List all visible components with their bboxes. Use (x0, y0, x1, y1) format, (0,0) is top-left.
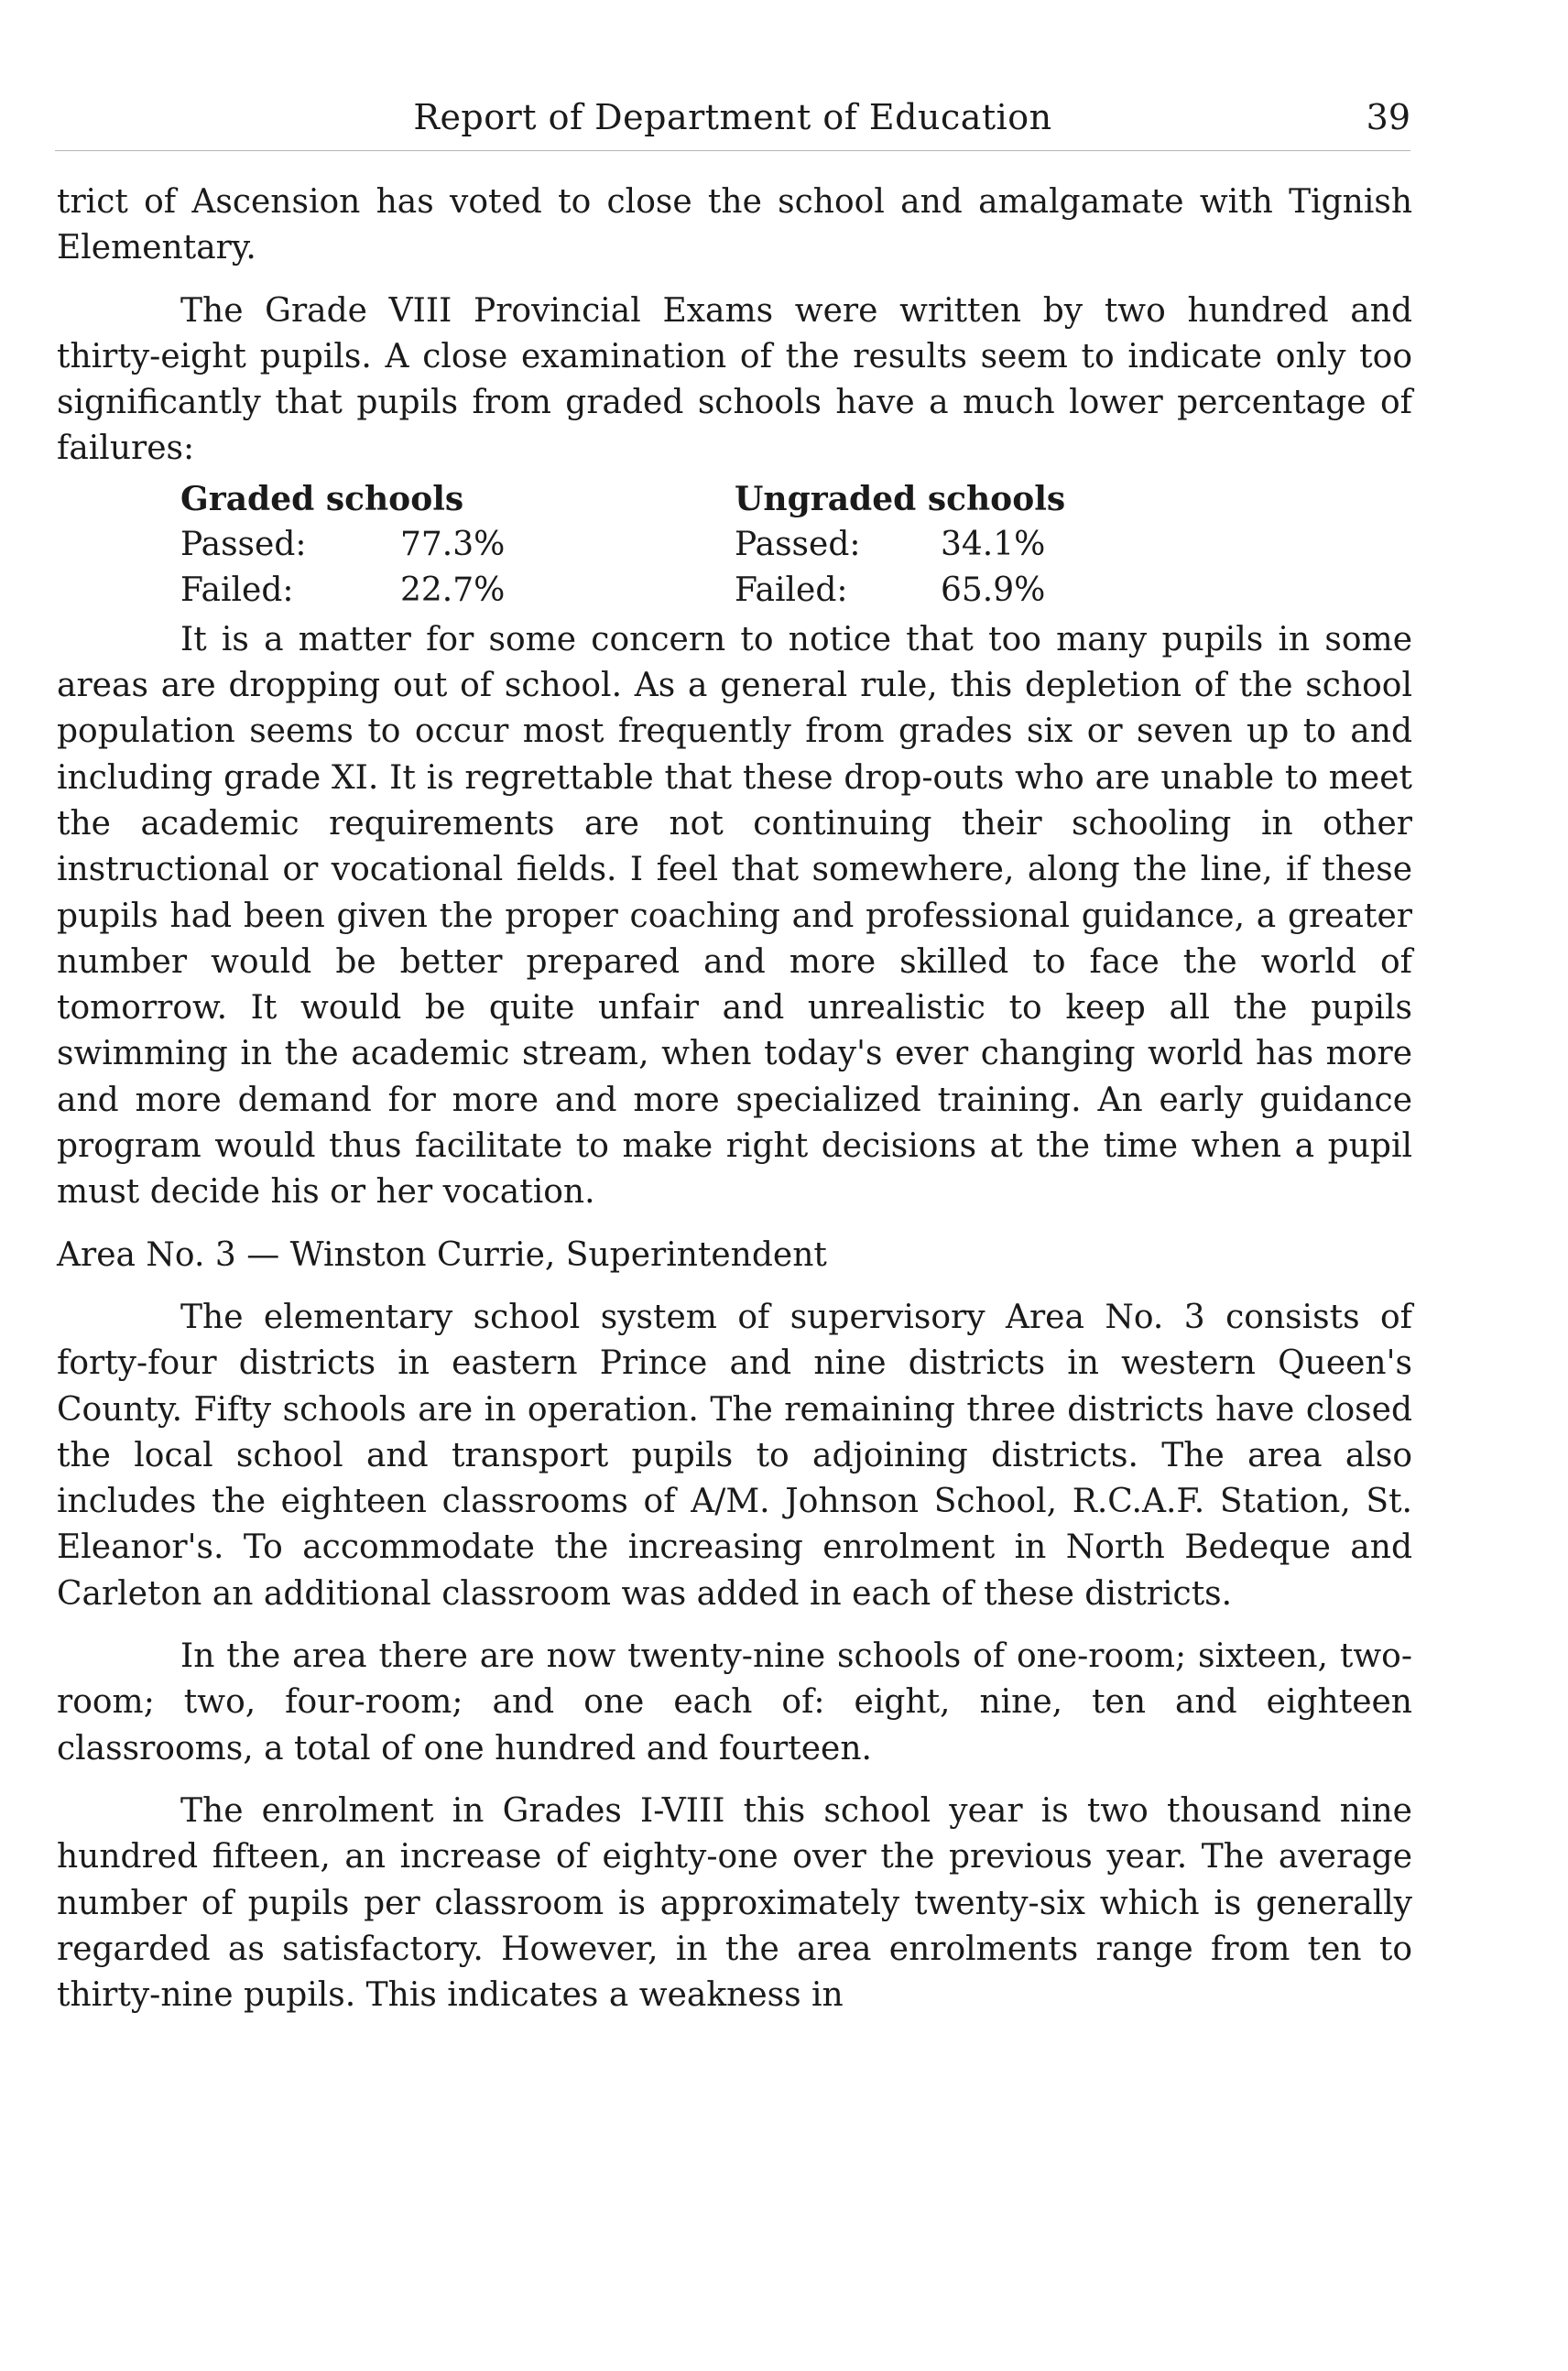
page-header (55, 92, 1410, 151)
graded-schools-heading: Graded schools (180, 479, 464, 518)
paragraph-enrolment: The enrolment in Grades I-VIII this school year is two thousand nine hundred fifteen, an increase of eighty-one over the previous year. The average number of pupils per classroom is approximately twenty-six which is generally regarded as satisfactory. However, in the area enrolments range from ten to thirty-nine pupils. This indicates a weakness in (57, 1791, 1412, 2015)
graded-failed-label: Failed: (180, 571, 294, 609)
graded-passed-value: 77.3% (400, 525, 506, 563)
ungraded-passed-label: Passed: (735, 525, 861, 563)
area-heading: Area No. 3 — Winston Currie, Superintendent (57, 1235, 827, 1274)
ungraded-passed-value: 34.1% (941, 525, 1046, 563)
paragraph-grade-viii-exams: The Grade VIII Provincial Exams were written by two hundred and thirty-eight pupils. A close examination of the results seem to indicate only too significantly that pupils from graded schools have a much lower percentage of failures: (57, 291, 1412, 468)
graded-passed-label: Passed: (180, 525, 307, 563)
paragraph-drop-outs: It is a matter for some concern to notice that too many pupils in some areas are dropping out of school. As a general rule, this depletion of the school population seems to occur most frequently from grades six or seven up to and including grade XI. It is regrettable that these drop-outs who are unable to meet the academic requirements are not continuing their schooling in other instructional or vocational fields. I feel that somewhere, along the line, if these pupils had been given the proper coaching and professional guidance, a greater number would be better prepared and more skilled to face the world of tomorrow. It would be quite unfair and unrealistic to keep all the pupils swimming in the academic stream, when today's ever changing world has more and more demand for more and more specialized training. An early guidance program would thus facilitate to make right decisions at the time when a pupil must decide his or her vocation. (57, 620, 1412, 1212)
ungraded-failed-value: 65.9% (941, 571, 1046, 609)
ungraded-schools-heading: Ungraded schools (735, 479, 1066, 518)
graded-schools-column (180, 476, 506, 614)
running-title: Report of Department of Education (413, 97, 1052, 137)
ungraded-passed-row (735, 522, 1065, 568)
page-number: 39 (1366, 97, 1410, 137)
ungraded-failed-row (735, 568, 1065, 614)
graded-failed-row (180, 568, 506, 614)
paragraph-school-counts: In the area there are now twenty-nine schools of one-room; sixteen, two-room; two, four-room; and one each of: eight, nine, ten and eighteen classrooms, a total of one hundred and fourteen. (57, 1637, 1412, 1767)
paragraph-area-three-system: The elementary school system of supervisory Area No. 3 consists of forty-four districts in eastern Prince and nine districts in western Queen's County. Fifty schools are in operation. The remaining three districts have closed the local school and transport pupils to adjoining districts. The area also includes the eighteen classrooms of A/M. Johnson School, R.C.A.F. Station, St. Eleanor's. To accommodate the increasing enrolment in North Bedeque and Carleton an additional classroom was added in each of these districts. (57, 1298, 1412, 1613)
results-table (57, 476, 1412, 614)
graded-passed-row (180, 522, 506, 568)
paragraph-continuation: trict of Ascension has voted to close the school and amalgamate with Tignish Elementary. (57, 183, 1412, 267)
ungraded-failed-label: Failed: (735, 571, 848, 609)
body-text (57, 179, 1412, 2018)
ungraded-schools-column (735, 476, 1065, 614)
graded-failed-value: 22.7% (400, 571, 506, 609)
